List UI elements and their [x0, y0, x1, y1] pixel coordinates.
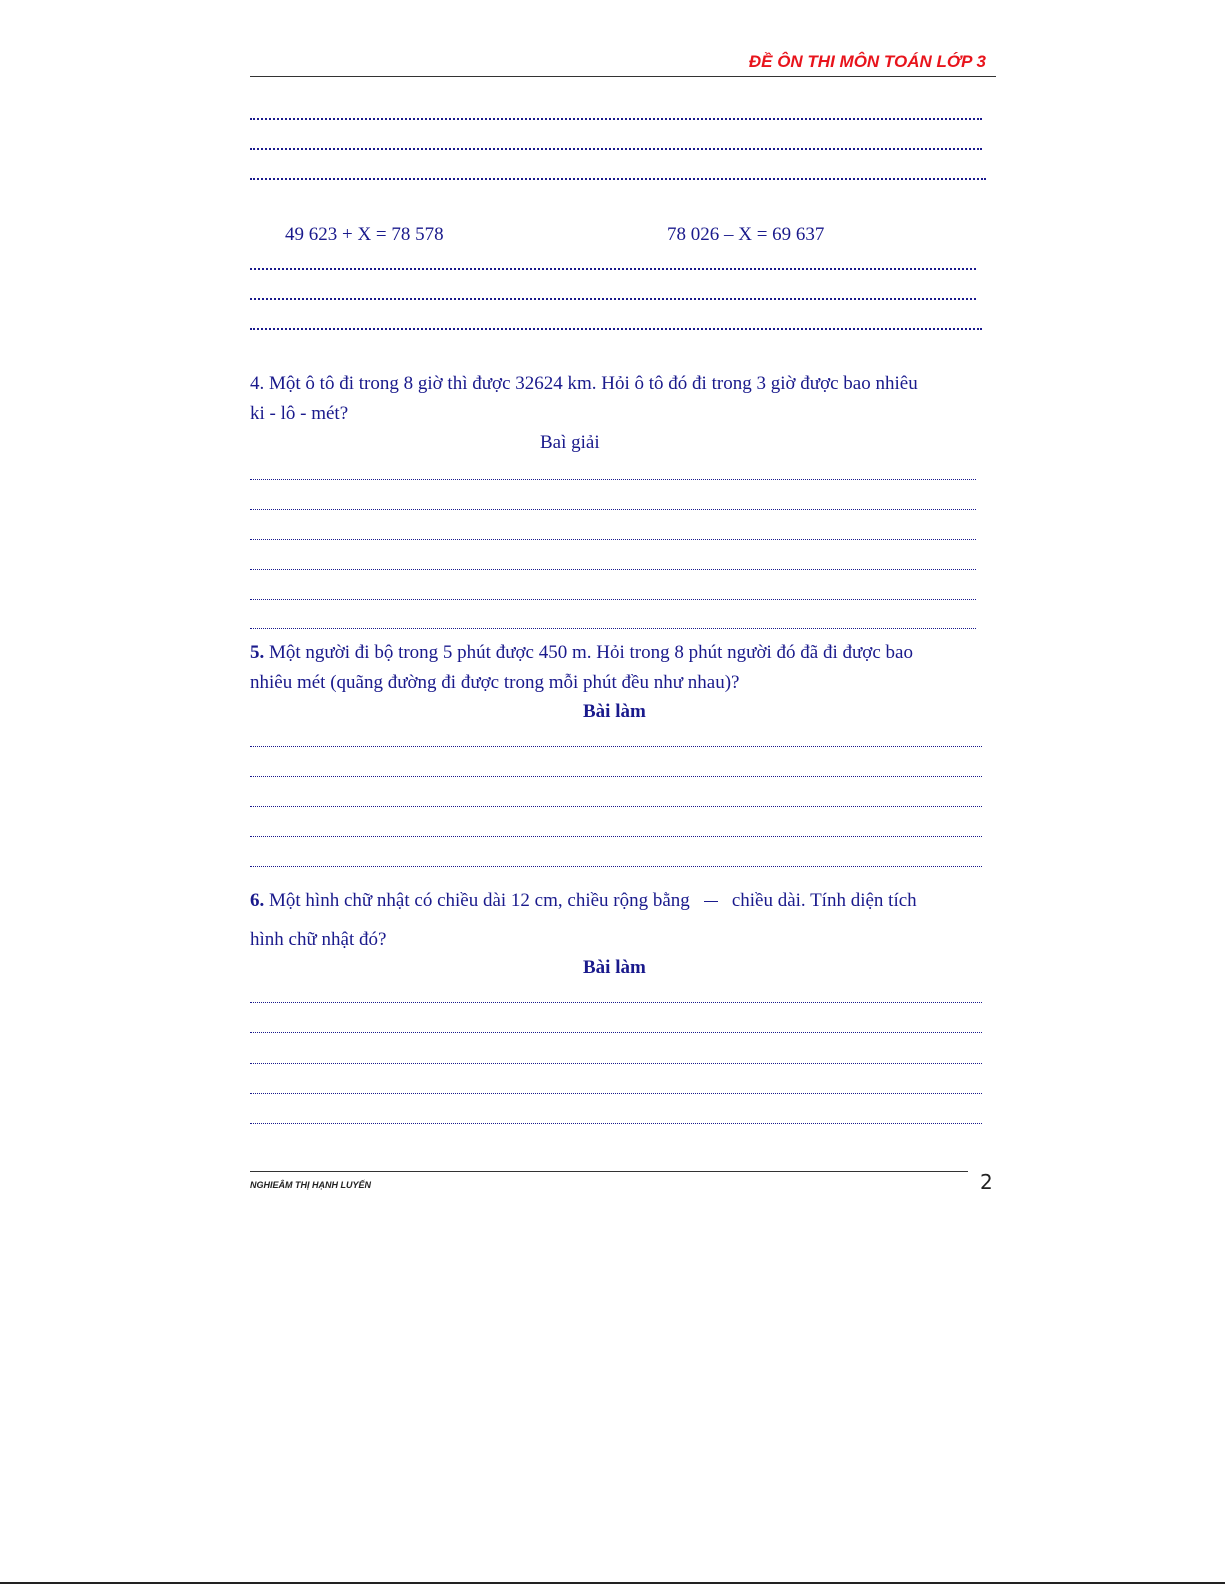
page-number: 2: [980, 1170, 993, 1194]
answer-line: [250, 328, 982, 330]
problem-5-text-line-1: [250, 638, 996, 668]
fraction-placeholder: [704, 901, 718, 902]
problem-6-heading: Bài làm: [583, 957, 646, 978]
answer-line: [250, 628, 976, 629]
answer-line: [250, 569, 976, 570]
problem-6-line-1-body: Một hình chữ nhật có chiều dài 12 cm, chiều rộng bằng: [264, 890, 690, 911]
answer-line: [250, 118, 982, 120]
answer-line: [250, 539, 976, 540]
answer-line: [250, 776, 982, 777]
answer-line: [250, 509, 976, 510]
equation-right: 78 026 – X = 69 637: [667, 224, 825, 245]
problem-5-number: 5.: [250, 642, 265, 663]
problem-5-line-1-body: Một người đi bộ trong 5 phút được 450 m. Hỏi trong 8 phút người đó đã đi được bao: [264, 642, 913, 663]
problem-6-text-line-1: [250, 886, 996, 916]
problem-4-heading: Baì giải: [540, 432, 600, 453]
answer-line: [250, 1063, 982, 1064]
answer-line: [250, 1032, 982, 1033]
problem-5-heading: Bài làm: [583, 701, 646, 722]
answer-line: [250, 148, 982, 150]
problem-6-text-line-2: hình chữ nhật đó?: [250, 929, 387, 950]
answer-line: [250, 836, 982, 837]
header-rule: [250, 76, 996, 77]
answer-line: [250, 806, 982, 807]
problem-6-line-1-tail: chiều dài. Tính diện tích: [731, 890, 917, 911]
header-title: ĐỀ ÔN THI MÔN TOÁN LỚP 3: [748, 52, 986, 71]
answer-line: [250, 268, 976, 270]
answer-line: [250, 866, 982, 867]
answer-line: [250, 746, 982, 747]
answer-line: [250, 298, 976, 300]
answer-line: [250, 1093, 982, 1094]
problem-4-text-line-2: ki - lô - mét?: [250, 403, 349, 424]
answer-line: [250, 178, 986, 180]
answer-line: [250, 1123, 982, 1124]
answer-line: [250, 479, 976, 480]
problem-5-text-line-2: nhiêu mét (quãng đường đi được trong mỗi phút đều như nhau)?: [250, 672, 740, 693]
problem-6-number: 6.: [250, 890, 265, 911]
footer-rule: [250, 1171, 968, 1172]
problem-4-text-line-1: 4. Một ô tô đi trong 8 giờ thì được 32624 km. Hỏi ô tô đó đi trong 3 giờ được bao nhiêu: [250, 373, 918, 394]
equation-left: 49 623 + X = 78 578: [285, 224, 444, 245]
answer-line: [250, 599, 976, 600]
answer-line: [250, 1002, 982, 1003]
page-bottom-edge: [0, 1582, 1225, 1584]
footer-author: NGHIEÂM THỊ HẠNH LUYẾN: [250, 1180, 371, 1190]
